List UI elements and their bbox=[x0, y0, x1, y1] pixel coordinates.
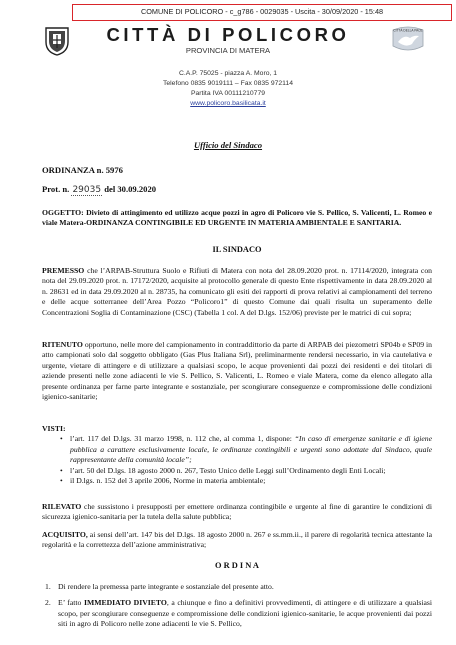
ordina-item-text: Di rendere la premessa parte integrante e sostanziale del presente atto. bbox=[58, 582, 274, 591]
acquisito-label: ACQUISITO, bbox=[42, 530, 88, 539]
il-sindaco-heading: IL SINDACO bbox=[212, 245, 262, 254]
visti-list bbox=[42, 434, 432, 486]
oggetto-text: Divieto di attingimento ed utilizzo acque pozzi in agro di Policoro vie S. Pellico, S. Valicenti, L. Romeo e viale Matera-ORDINANZA CONTINGIBILE ED URGENTE IN MATERIA AMBIENTALE E SANITARIA. bbox=[42, 208, 432, 228]
peace-logo-text: CITTÀ DELLA PACE bbox=[393, 28, 423, 33]
ritenuto-label: RITENUTO bbox=[42, 340, 83, 349]
visti-item-text: l’art. 117 del D.lgs. 31 marzo 1998, n. 112 che, al comma 1, dispone: bbox=[70, 434, 295, 444]
premesso-paragraph bbox=[42, 266, 432, 318]
visti-item bbox=[70, 434, 432, 465]
ordina-item-number: 1. bbox=[45, 582, 51, 591]
visti-item bbox=[70, 476, 432, 486]
website-link[interactable]: www.policoro.basilicata.it bbox=[190, 100, 266, 107]
rilevato-paragraph bbox=[42, 502, 432, 523]
protocol-prefix: Prot. n. bbox=[42, 184, 70, 194]
visti-item-text: l’art. 50 del D.lgs. 18 agosto 2000 n. 267, Testo Unico delle Leggi sull’Ordinamento degli Enti Locali; bbox=[70, 465, 386, 475]
visti-section bbox=[42, 424, 432, 486]
ordinance-number: ORDINANZA n. 5976 bbox=[42, 165, 123, 175]
website-line bbox=[0, 100, 456, 107]
province-label: PROVINCIA DI MATERA bbox=[185, 46, 271, 55]
protocol-stamp: COMUNE DI POLICORO - c_g786 - 0029035 - Uscita - 30/09/2020 - 15:48 bbox=[72, 4, 452, 21]
premesso-label: PREMESSO bbox=[42, 266, 85, 275]
oggetto-label: OGGETTO: bbox=[42, 208, 84, 217]
ordina-heading: O R D I N A bbox=[215, 561, 259, 570]
ordina-item-text: E’ fatto bbox=[58, 598, 84, 608]
ordina-item-bold: IMMEDIATO DIVIETO bbox=[83, 598, 167, 608]
protocol-line bbox=[42, 184, 156, 195]
visti-item bbox=[70, 466, 432, 476]
ordina-section bbox=[42, 582, 432, 630]
rilevato-text: che sussistono i presupposti per emettere ordinanza contingibile e urgente al fine di garantire le condizioni di sicurezza igienico-sanitaria per la tutela della salute pubblica; bbox=[42, 502, 433, 522]
acquisito-text: ai sensi dell’art. 147 bis del D.lgs. 18 agosto 2000 n. 267 e ss.mm.ii., il parere di regolarità tecnica attestante la regolarità e la correttezza dell’azione amministrativa; bbox=[42, 530, 432, 550]
address-line: C.A.P. 75025 - piazza A. Moro, 1 bbox=[178, 70, 278, 77]
office-title: Ufficio del Sindaco bbox=[193, 140, 263, 150]
ordina-item bbox=[45, 598, 432, 629]
ritenuto-paragraph bbox=[42, 340, 432, 402]
protocol-number-handwritten: 29035 bbox=[72, 185, 102, 195]
protocol-date: del 30.09.2020 bbox=[104, 184, 157, 194]
peace-city-logo-icon bbox=[390, 24, 426, 56]
ritenuto-text: opportuno, nelle more del campionamento in contraddittorio da parte di ARPAB dei piezometri SP04b e SP09 in atto campionati solo dal soggetto obbligato (Gas Plus Italiana Srl), preliminarmente rendersi necessario, in via cautelativa e urgente, vietare di attingere e di utilizzare a qualsiasi scopo, le acque provenienti dai pozzi dei residenti e dei titolari di aziende presenti nelle zone adiacenti le vie S. Pellico, S. Valicenti, L. Romeo e viale Matera, come da elenco allegato alla presente ordinanza per farne parte integrante e sostanziale, per scongiurare conseguenze e compromissione delle condizioni igienico-sanitarie; bbox=[42, 340, 432, 402]
vat-line: Partita IVA 00111210779 bbox=[190, 90, 266, 97]
oggetto-paragraph bbox=[42, 208, 432, 229]
visti-item-text: il D.lgs. n. 152 del 3 aprile 2006, Norme in materia ambientale; bbox=[70, 476, 266, 486]
visti-label: VISTI: bbox=[42, 424, 66, 433]
premesso-text: che l’ARPAB-Struttura Suolo e Rifiuti di Matera con nota del 28.09.2020 prot. n. 17114/2020, integrata con nota del 29.09.2020 prot. n. 17172/2020, acquisite al protocollo generale di questo Ente rispettivamente in data 28.09.2020 al n. 28631 ed in data 29.09.2020 al n. 28735, ha comunicato gli esiti dei rapporti di prova relativi ai campionamenti del terreno e delle acque sotterranee dell’Area Pozzo “Policoro1” di questo Comune dai quali risulta un superamento delle Concentrazioni Soglia di Contaminazione (CSC) (Tabella 1 col. A del D.lgs. 152/06) previste per le matrici di cui sopra; bbox=[42, 266, 433, 317]
visti-item-quote: “In caso di emergenze sanitarie e di igiene pubblica a carattere esclusivamente locale, le ordinanze contingibili e urgenti sono adottate dal Sindaco, quale rappresentante della comunità locale”; bbox=[70, 434, 432, 465]
acquisito-paragraph bbox=[42, 530, 432, 551]
phone-line: Telefono 0835 9019111 – Fax 0835 972114 bbox=[162, 80, 293, 87]
ordina-item-number: 2. bbox=[45, 598, 51, 608]
ordina-item-text-cont: , a chiunque e fino a definitivi provvedimenti, di attingere e di utilizzare a qualsiasi scopo, per scongiurare conseguenze e compromissione delle condizioni igienico-sanitarie, le acque provenienti dai pozzi siti in agro di Policoro nelle zone adiacenti le vie S. Pellico, bbox=[58, 598, 432, 629]
rilevato-label: RILEVATO bbox=[42, 502, 82, 511]
ordina-list bbox=[42, 582, 432, 630]
ordina-item bbox=[45, 582, 432, 592]
city-title: CITTÀ DI POLICORO bbox=[106, 24, 350, 45]
